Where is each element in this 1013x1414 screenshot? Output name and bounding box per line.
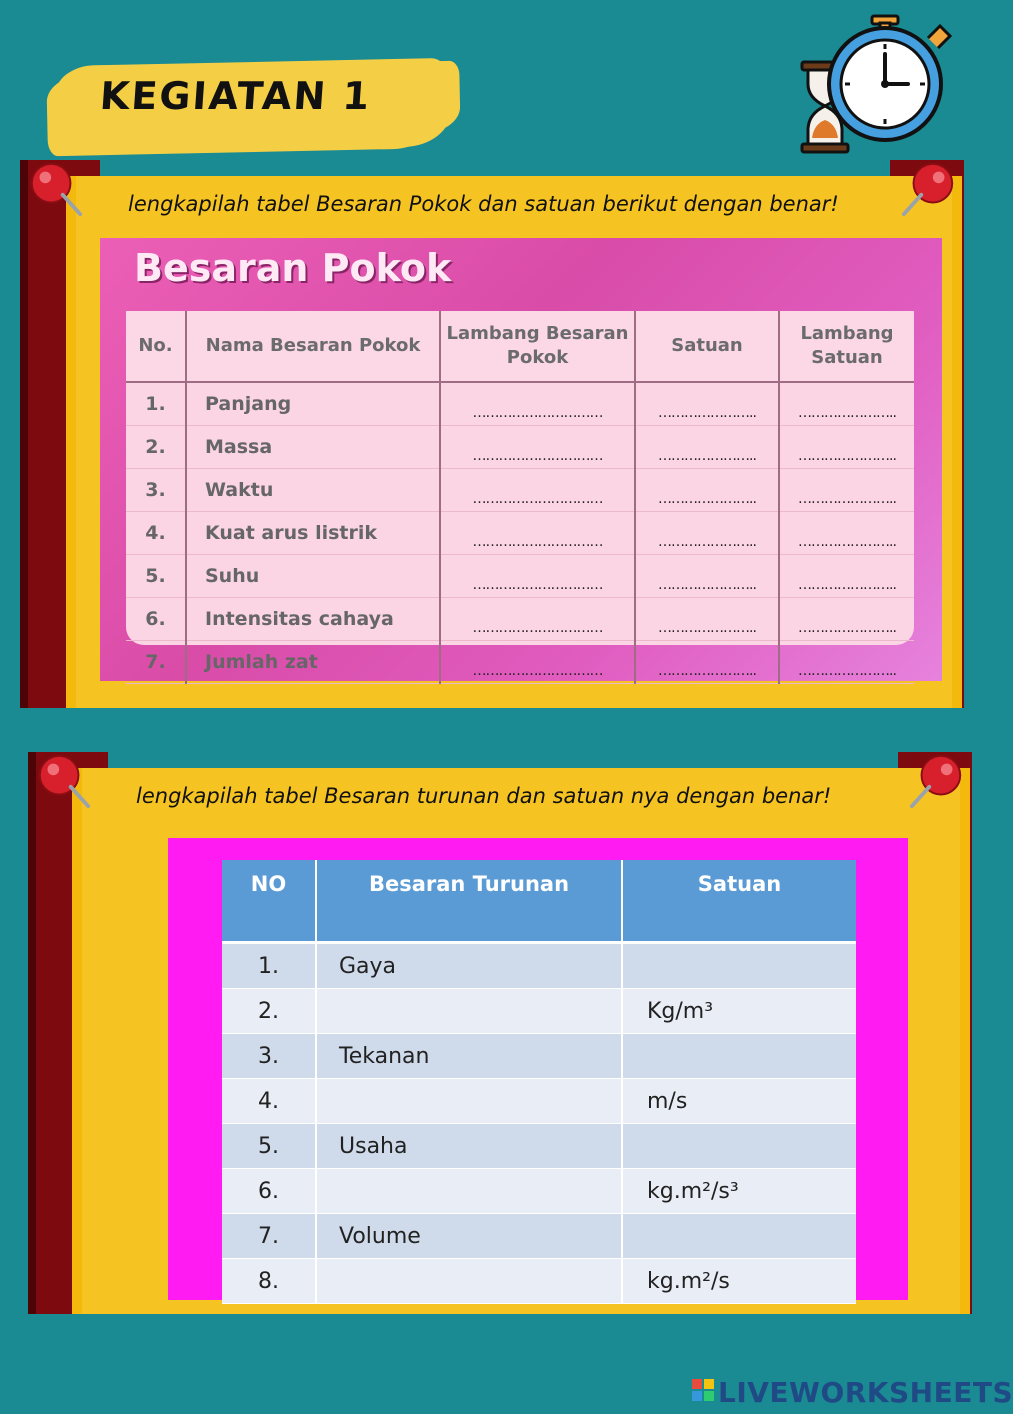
table-header-row <box>222 860 856 943</box>
table-header-row <box>126 311 914 382</box>
answer-blank-lambang[interactable]: ………………………… <box>440 555 635 598</box>
answer-blank-lambang-satuan[interactable]: ………………….. <box>779 512 914 555</box>
answer-blank-lambang[interactable]: ………………………… <box>440 512 635 555</box>
quantity-name: Jumlah zat <box>186 641 440 684</box>
table-row <box>222 1259 856 1304</box>
answer-blank-lambang[interactable]: ………………………… <box>440 641 635 684</box>
row-number: 7. <box>126 641 186 684</box>
answer-blank-satuan[interactable]: ………………….. <box>635 598 779 641</box>
push-pin-icon <box>34 752 92 810</box>
answer-blank-lambang-satuan[interactable]: ………………….. <box>779 555 914 598</box>
quantity-name[interactable] <box>316 1079 622 1124</box>
quantity-name[interactable] <box>316 1259 622 1304</box>
answer-blank-lambang-satuan[interactable]: ………………….. <box>779 641 914 684</box>
unit-cell[interactable]: kg.m²/s <box>622 1259 856 1304</box>
table-row <box>126 512 914 555</box>
answer-blank-lambang[interactable]: ………………………… <box>440 598 635 641</box>
column-header: NO <box>222 860 316 943</box>
answer-blank-lambang-satuan[interactable]: ………………….. <box>779 382 914 426</box>
stopwatch-hourglass-icon <box>800 14 960 156</box>
row-number: 4. <box>126 512 186 555</box>
row-number: 6. <box>126 598 186 641</box>
table-row <box>222 1124 856 1169</box>
answer-blank-satuan[interactable]: ………………….. <box>635 469 779 512</box>
row-number: 2. <box>222 989 316 1034</box>
besaran-turunan-table <box>222 860 856 1294</box>
unit-cell[interactable] <box>622 1214 856 1259</box>
row-number: 1. <box>222 943 316 989</box>
watermark-text: LIVEWORKSHEETS <box>718 1376 1013 1409</box>
table-row <box>126 426 914 469</box>
page-title: KEGIATAN 1 <box>98 74 373 118</box>
quantity-name: Waktu <box>186 469 440 512</box>
column-header: No. <box>126 311 186 382</box>
row-number: 8. <box>222 1259 316 1304</box>
table-row <box>222 989 856 1034</box>
instruction-text-1: lengkapilah tabel Besaran Pokok dan satuan berikut dengan benar! <box>128 192 839 216</box>
answer-blank-lambang[interactable]: ………………………… <box>440 426 635 469</box>
table-row <box>126 555 914 598</box>
column-header: Satuan <box>635 311 779 382</box>
table-row <box>222 1169 856 1214</box>
row-number: 6. <box>222 1169 316 1214</box>
table-row <box>222 1214 856 1259</box>
quantity-name[interactable] <box>316 1169 622 1214</box>
unit-cell[interactable]: Kg/m³ <box>622 989 856 1034</box>
row-number: 1. <box>126 382 186 426</box>
answer-blank-lambang-satuan[interactable]: ………………….. <box>779 426 914 469</box>
unit-cell[interactable]: m/s <box>622 1079 856 1124</box>
table-row <box>126 641 914 684</box>
quantity-name: Intensitas cahaya <box>186 598 440 641</box>
answer-blank-lambang-satuan[interactable]: ………………….. <box>779 469 914 512</box>
besaran-pokok-table <box>126 311 914 679</box>
quantity-name[interactable]: Usaha <box>316 1124 622 1169</box>
row-number: 2. <box>126 426 186 469</box>
column-header: Lambang Satuan <box>779 311 914 382</box>
push-pin-icon <box>26 160 84 218</box>
table-row <box>222 1079 856 1124</box>
column-header: Besaran Turunan <box>316 860 622 943</box>
unit-cell[interactable]: kg.m²/s³ <box>622 1169 856 1214</box>
row-number: 7. <box>222 1214 316 1259</box>
answer-blank-lambang[interactable]: ………………………… <box>440 469 635 512</box>
answer-blank-satuan[interactable]: ………………….. <box>635 641 779 684</box>
row-number: 3. <box>126 469 186 512</box>
watermark <box>718 1376 1013 1409</box>
push-pin-icon <box>908 752 966 810</box>
quantity-name: Suhu <box>186 555 440 598</box>
column-header: Lambang Besaran Pokok <box>440 311 635 382</box>
panel-title: Besaran Pokok <box>134 246 452 290</box>
column-header: Nama Besaran Pokok <box>186 311 440 382</box>
quantity-name: Kuat arus listrik <box>186 512 440 555</box>
quantity-name[interactable] <box>316 989 622 1034</box>
quantity-name: Panjang <box>186 382 440 426</box>
table-row <box>126 598 914 641</box>
quantity-name[interactable]: Tekanan <box>316 1034 622 1079</box>
table-row <box>222 1034 856 1079</box>
unit-cell[interactable] <box>622 1034 856 1079</box>
liveworksheets-logo-icon <box>692 1379 714 1401</box>
answer-blank-satuan[interactable]: ………………….. <box>635 426 779 469</box>
push-pin-icon <box>900 160 958 218</box>
answer-blank-satuan[interactable]: ………………….. <box>635 512 779 555</box>
table-row <box>222 943 856 989</box>
row-number: 3. <box>222 1034 316 1079</box>
row-number: 4. <box>222 1079 316 1124</box>
unit-cell[interactable] <box>622 1124 856 1169</box>
unit-cell[interactable] <box>622 943 856 989</box>
answer-blank-lambang-satuan[interactable]: ………………….. <box>779 598 914 641</box>
table-row <box>126 469 914 512</box>
instruction-text-2: lengkapilah tabel Besaran turunan dan satuan nya dengan benar! <box>136 784 832 808</box>
answer-blank-satuan[interactable]: ………………….. <box>635 382 779 426</box>
quantity-name[interactable]: Volume <box>316 1214 622 1259</box>
column-header: Satuan <box>622 860 856 943</box>
answer-blank-lambang[interactable]: ………………………… <box>440 382 635 426</box>
answer-blank-satuan[interactable]: ………………….. <box>635 555 779 598</box>
table-row <box>126 382 914 426</box>
row-number: 5. <box>222 1124 316 1169</box>
quantity-name[interactable]: Gaya <box>316 943 622 989</box>
row-number: 5. <box>126 555 186 598</box>
quantity-name: Massa <box>186 426 440 469</box>
